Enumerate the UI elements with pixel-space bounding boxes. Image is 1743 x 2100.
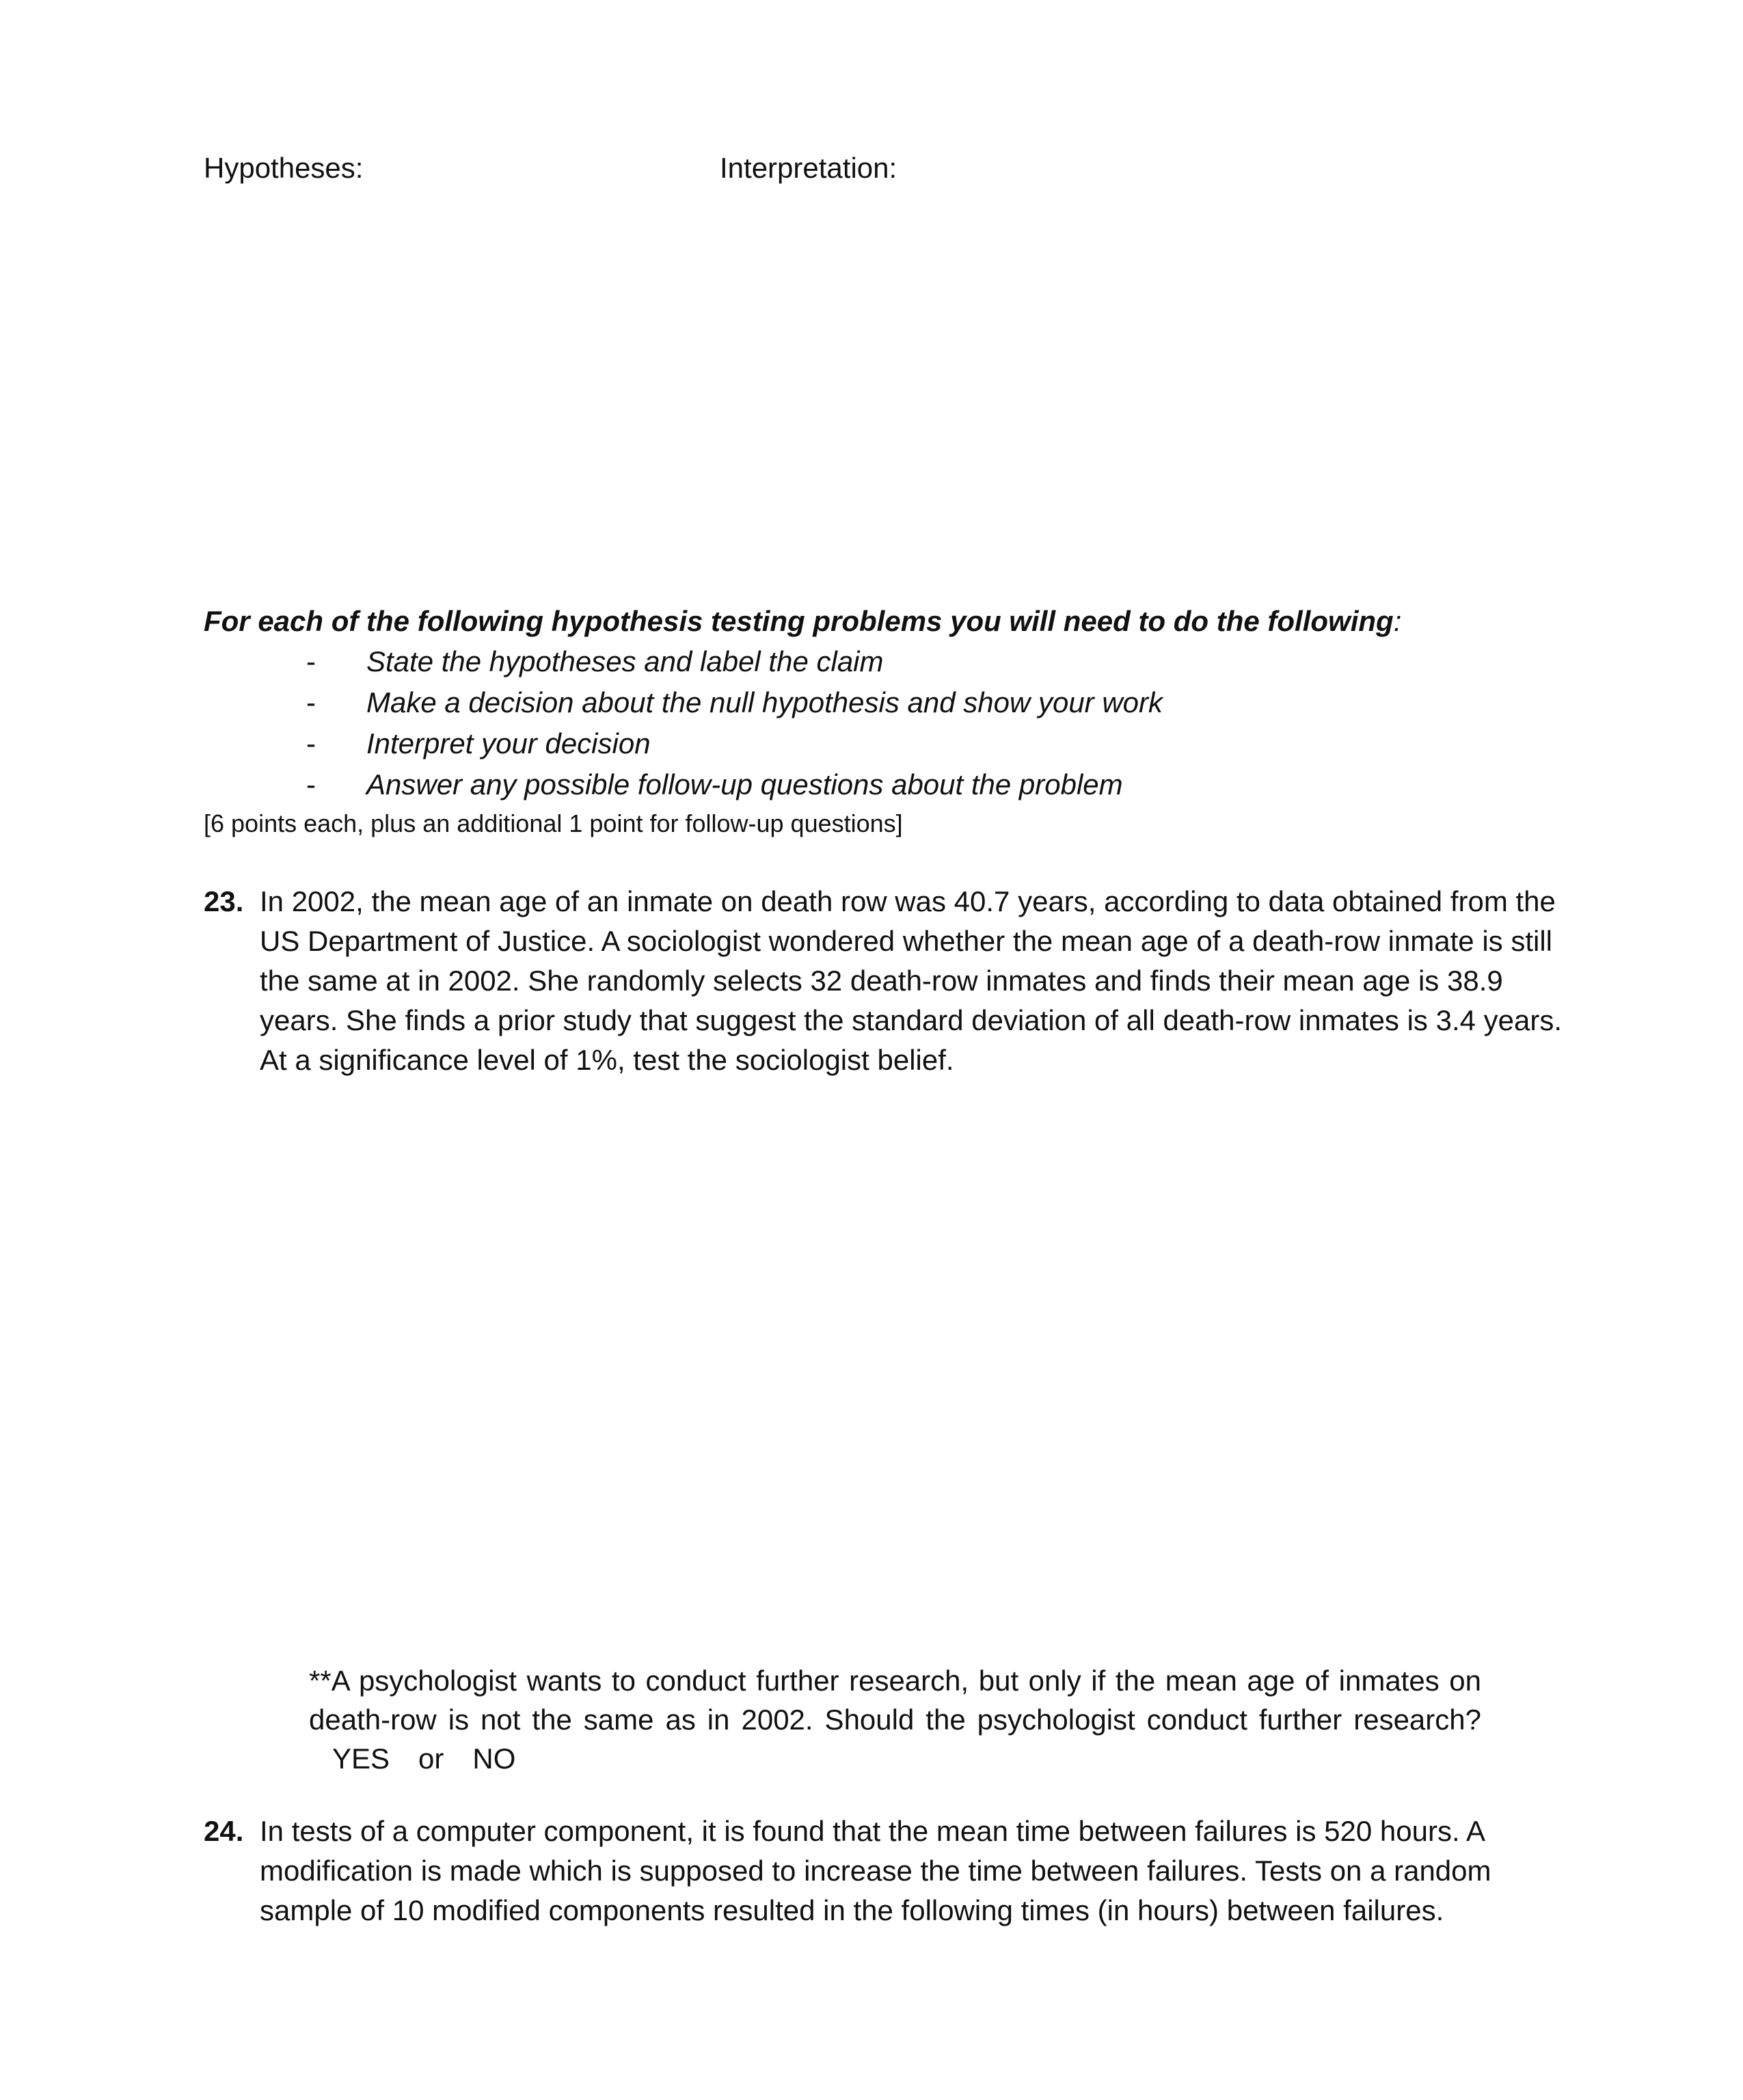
instruction-text: Interpret your decision: [366, 727, 651, 759]
instructions-heading-colon: :: [1393, 605, 1402, 637]
instructions-heading: [204, 602, 1401, 641]
bullet-dash: -: [306, 768, 316, 800]
instruction-text: Make a decision about the null hypothesis and show your work: [366, 686, 1163, 718]
hypotheses-label: Hypotheses:: [204, 152, 364, 184]
followup-text: **A psychologist wants to conduct further research, but only if the mean age of inmates on death-row is not the same as in 2002. Should the psychologist conduct further research?: [309, 1665, 1481, 1736]
instructions-heading-text: For each of the following hypothesis testing problems you will need to do the following: [204, 605, 1394, 637]
option-yes: YES: [332, 1742, 390, 1775]
problem-text: In 2002, the mean age of an inmate on death row was 40.7 years, according to data obtained from the US Department of Justice. A sociologist wondered whether the mean age of a death-row inmate is still the same at in 2002. She randomly selects 32 death-row inmates and finds their mean age is 38.9 years. She finds a prior study that suggest the standard deviation of all death-row inmates is 3.4 years. At a significance level of 1%, test the sociologist belief.: [260, 885, 1563, 1076]
instruction-text: Answer any possible follow-up questions about the problem: [366, 768, 1123, 800]
interpretation-label: Interpretation:: [720, 152, 897, 184]
option-no: NO: [472, 1742, 516, 1775]
bullet-dash: -: [306, 727, 316, 759]
problem-text: In tests of a computer component, it is found that the mean time between failures is 520 hours. A modification is made which is supposed to increase the time between failures. Tests on a random sample of 10 modified components resulted in the following times (in hours) between failures.: [260, 1815, 1491, 1926]
bullet-dash: -: [306, 645, 316, 677]
problem-number: 24.: [204, 1815, 244, 1847]
option-or: or: [418, 1742, 444, 1775]
instruction-text: State the hypotheses and label the claim: [366, 645, 884, 677]
points-note: [6 points each, plus an additional 1 point for follow-up questions]: [204, 809, 903, 837]
bullet-dash: -: [306, 686, 316, 718]
followup-question: [309, 1661, 1481, 1778]
problem-number: 23.: [204, 885, 244, 917]
